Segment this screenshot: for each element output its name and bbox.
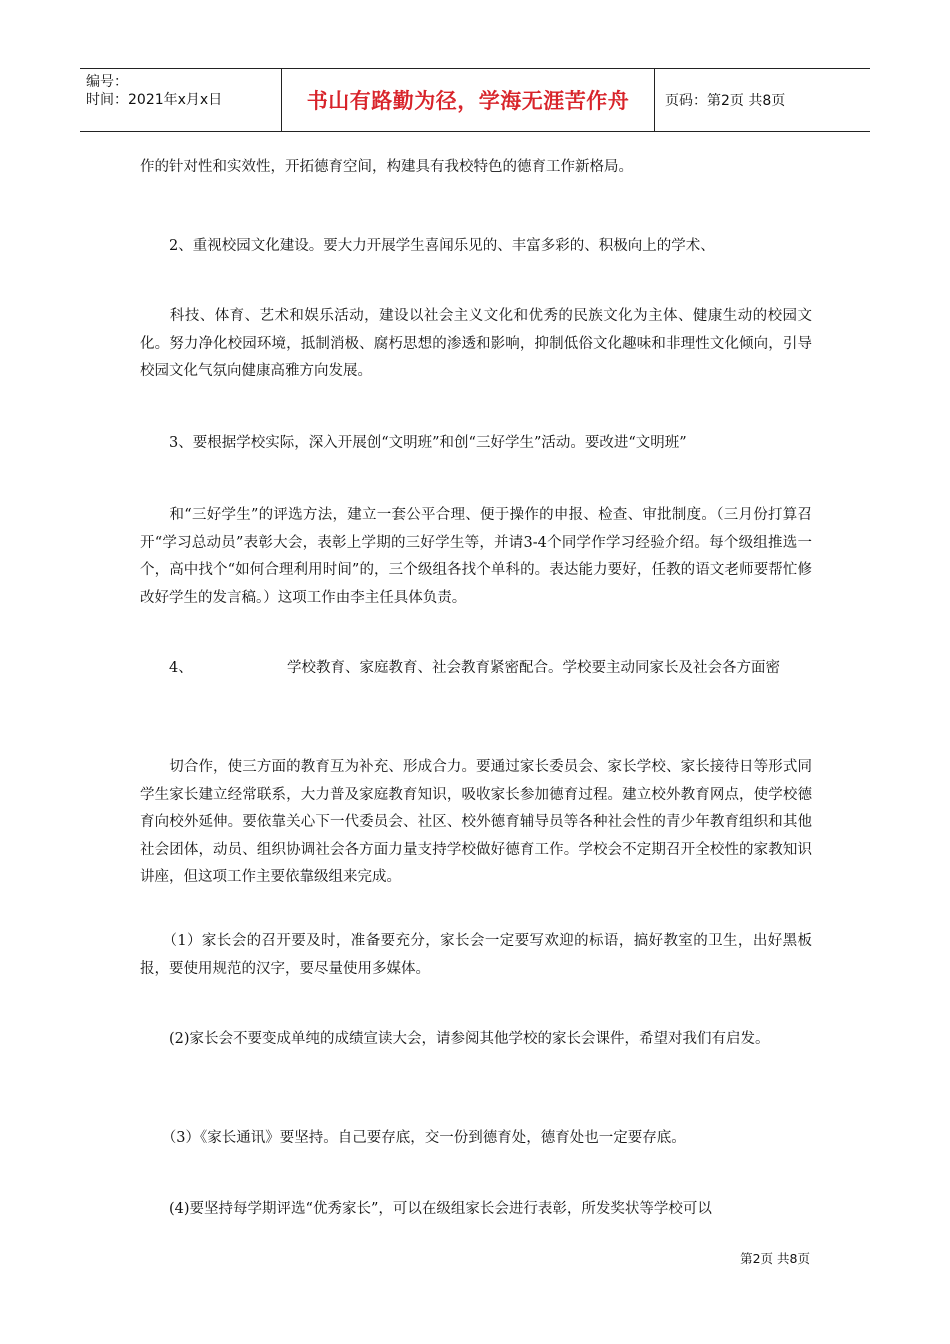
- paragraph-7: 切合作，使三方面的教育互为补充、形成合力。要通过家长委员会、家长学校、家长接待日等形式同学生家长建立经常联系，大力普及家庭教育知识，吸收家长参加德育过程。建立校外教育网点，使学校德育向校外延伸。要依靠关心下一代委员会、社区、校外德育辅导员等各种社会性的青少年教育组织和其他社会团体，动员、组织协调社会各方面力量支持学校做好德育工作。学校会不定期召开全校性的家教知识讲座，但这项工作主要依靠级组来完成。: [140, 759, 812, 885]
- paragraph-4: 3、要根据学校实际，深入开展创“文明班”和创“三好学生”活动。要改进“文明班”: [140, 435, 687, 451]
- paragraph-9: (2)家长会不要变成单纯的成绩宣读大会，请参阅其他学校的家长会课件，希望对我们有启发。: [140, 1031, 770, 1047]
- paragraph-1: 作的针对性和实效性，开拓德育空间，构建具有我校特色的德育工作新格局。: [140, 159, 633, 175]
- footer-page-number: 第2页 共8页: [740, 1251, 810, 1266]
- header-motto-cell: [282, 69, 655, 131]
- paragraph-11: (4)要坚持每学期评选“优秀家长”，可以在级组家长会进行表彰，所发奖状等学校可以: [140, 1201, 712, 1217]
- paragraph-5: 和“三好学生”的评选方法，建立一套公平合理、便于操作的申报、检查、审批制度。（三月份打算召开“学习总动员”表彰大会，表彰上学期的三好学生等，并请3-4个同学作学习经验介绍。每个级组推选一个，高中找个“如何合理利用时间”的，三个级组各找个单科的。表达能力要好，任教的语文老师要帮忙修改好学生的发言稿。）这项工作由李主任具体负责。: [140, 507, 812, 606]
- paragraph-10: （3）《家长通讯》要坚持。自己要存底，交一份到德育处，德育处也一定要存底。: [140, 1130, 686, 1146]
- header-page-cell: [655, 69, 870, 131]
- page-header: [80, 68, 870, 132]
- document-date-label: 时间：2021年x月x日: [86, 92, 223, 108]
- header-motto: 书山有路勤为径，学海无涯苦作舟: [306, 89, 630, 113]
- header-meta: [80, 69, 282, 131]
- paragraph-2: 2、重视校园文化建设。要大力开展学生喜闻乐见的、丰富多彩的、积极向上的学术、: [140, 238, 715, 254]
- header-page-number: 页码：第2页 共8页: [665, 93, 786, 109]
- document-number-label: 编号：: [86, 74, 128, 90]
- paragraph-3: 科技、体育、艺术和娱乐活动，建设以社会主义文化和优秀的民族文化为主体、健康生动的校园文化。努力净化校园环境，抵制消极、腐朽思想的渗透和影响，抑制低俗文化趣味和非理性文化倾向，引导校园文化气氛向健康高雅方向发展。: [140, 308, 812, 379]
- paragraph-8: （1）家长会的召开要及时，准备要充分，家长会一定要写欢迎的标语，搞好教室的卫生，出好黑板报，要使用规范的汉字，要尽量使用多媒体。: [140, 933, 812, 977]
- paragraph-6: 4、 学校教育、家庭教育、社会教育紧密配合。学校要主动同家长及社会各方面密: [140, 660, 780, 676]
